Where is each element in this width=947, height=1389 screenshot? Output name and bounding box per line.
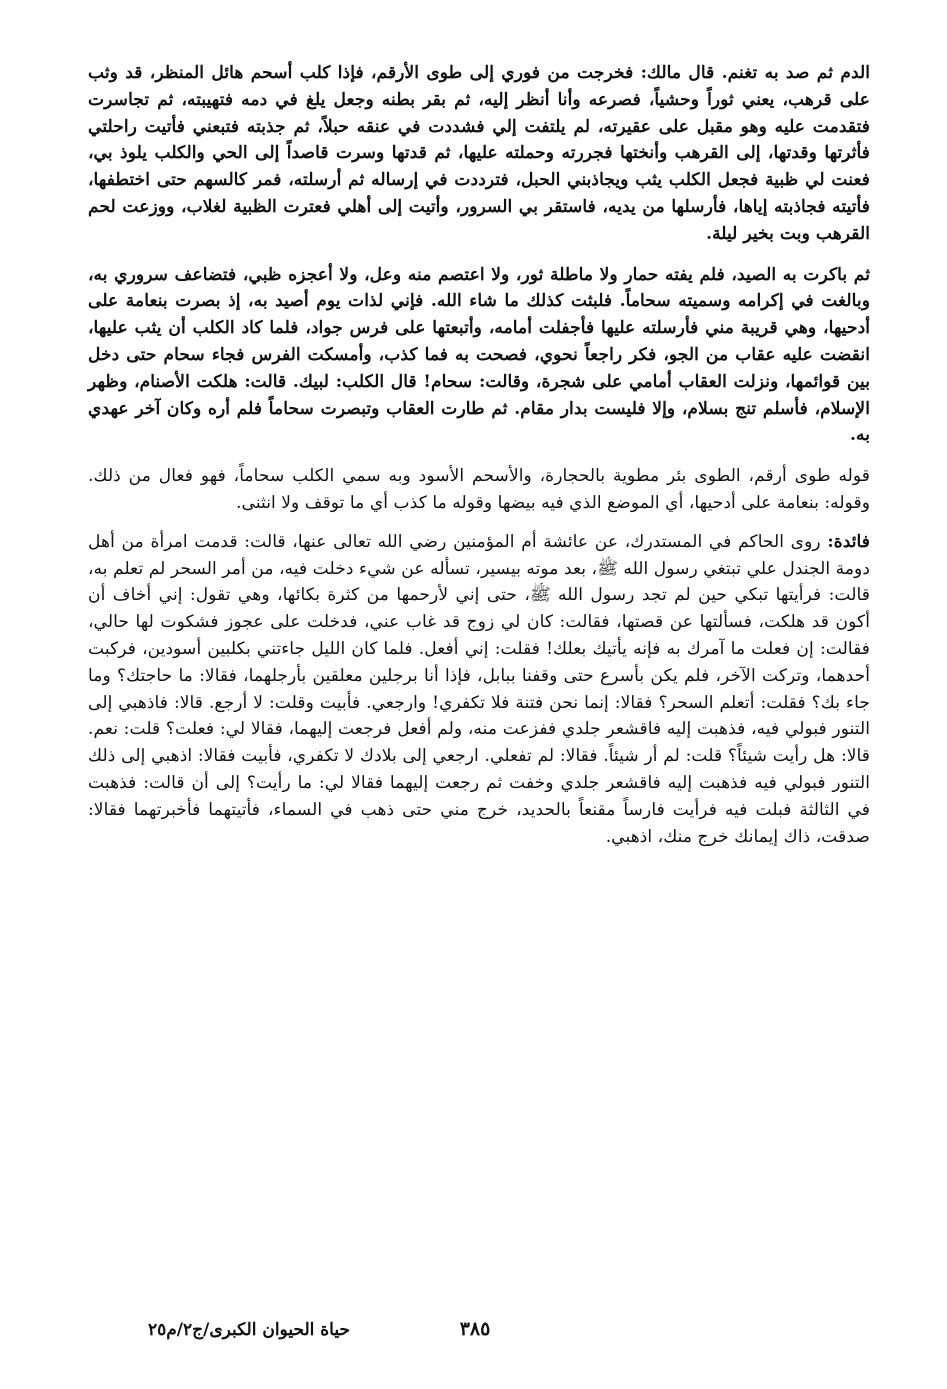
paragraph-3: قوله طوى أرقم، الطوى بئر مطوية بالحجارة، والأسحم الأسود وبه سمي الكلب سحاماً، فهو فعال من ذلك. وقوله: بنعامة على أدحيها، أي الموضع الذي فيه بيضها وقوله ما كذب أي ما توقف ولا انثنى. — [88, 466, 870, 513]
paragraph-4 — [88, 529, 870, 851]
book-reference: حياة الحيوان الكبرى/ج٢/م٢٥ — [148, 1320, 350, 1340]
page-body — [88, 60, 870, 850]
paragraph-1: الدم ثم صد به تغنم. قال مالك: فخرجت من فوري إلى طوى الأرقم، فإذا كلب أسحم هائل المنظر، قد وثب على قرهب، يعني ثوراً وحشياً، فصرعه وأنا أنظر إليه، ثم بقر بطنه وجعل يلغ في دمه فتهيبته، ثم تجاسرت فتقدمت عليه وهو مقبل على عقيرته، لم يلتفت إلي فشددت في عنقه حبلاً، ثم جذبته فتبعني فأتيت راحلتي فأثرتها وقدتها، إلى القرهب وأنختها فجررته وحملته عليها، ثم قدتها وسرت قاصداً إلى الحي والكلب يلوذ بي، فعنت لي ظبية فجعل الكلب يثب ويجاذبني الحبل، فترددت في إرساله ثم أرسلته، فمر كالسهم حتى اختطفها، فأتيته فجاذبته إياها، فأرسلها من يديه، فاستقر بي السرور، وأتيت إلى أهلي فعترت الظبية لغلاب، ووزعت لحم القرهب وبت بخير ليلة. — [88, 63, 870, 244]
paragraph-4-text: روى الحاكم في المستدرك، عن عائشة أم المؤمنين رضي الله تعالى عنها، قالت: قدمت امرأة من أهل دومة الجندل علي تبتغي رسول الله ﷺ، بعد موته بيسير، تسأله عن شيء دخلت فيه، من أمر السحر لم تعلم به، قالت: فرأيتها تبكي حين لم تجد رسول الله ﷺ، حتى إني لأرحمها من كثرة بكائها، وهي تقول: إني أخاف أن أكون قد هلكت، فسألتها عن قصتها، فقالت: كان لي زوج قد غاب عني، فدخلت على عجوز فشكوت لها حالي، فقالت: إن فعلت ما آمرك به فإنه يأتيك بعلك! فقلت: إني أفعل. فلما كان الليل جاءتني بكلبين أسودين، فركبت أحدهما، وتركت الآخر، فلم يكن بأسرع حتى وقفنا ببابل، فإذا أنا برجلين معلقين بأرجلهما، فقالا: ما حاجتك؟ وما جاء بك؟ فقلت: أتعلم السحر؟ فقالا: إنما نحن فتنة فلا تكفري! وارجعي. فأبيت وقلت: لا أرجع. قالا: فاذهبي إلى التنور فبولي فيه، فذهبت إليه فاقشعر جلدي ففزعت منه، ولم أفعل فرجعت إليهما، فقالا لي: فعلت؟ قلت: نعم. قالا: هل رأيت شيئاً؟ قلت: لم أر شيئاً. فقالا: لم تفعلي. ارجعي إلى بلادك لا تكفري، فأبيت فقالا: اذهبي إلى ذلك التنور فبولي فيه فذهبت إليه فاقشعر جلدي وخفت ثم رجعت إليهما فقالا لي: ما رأيت؟ إلى أن قالت: فذهبت في الثالثة فبلت فيه فرأيت فارساً مقنعاً بالحديد، خرج مني حتى ذهب في السماء، فأتيتهما فأخبرتهما فقالا: صدقت، ذاك إيمانك خرج منك، اذهبي. — [88, 531, 870, 847]
paragraph-2: ثم باكرت به الصيد، فلم يفته حمار ولا ماطلة ثور، ولا اعتصم منه وعل، ولا أعجزه ظبي، فتضاعف سروري به، وبالغت في إكرامه وسميته سحاماً. فلبثت كذلك ما شاء الله. فإني لذات يوم أصيد به، إذ بصرت بنعامة على أدحيها، وهي قريبة مني فأرسلته عليها فأجفلت أمامه، وأتبعتها على فرس جواد، فلما كاد الكلب أن يثب عليها، انقضت عليه عقاب من الجو، فكر راجعاً نحوي، فصحت به فما كذب، وأمسكت الفرس فجاء سحام حتى دخل بين قوائمها، ونزلت العقاب أمامي على شجرة، وقالت: سحام! قال الكلب: لبيك. قالت: هلكت الأصنام، وظهر الإسلام، فأسلم تنج بسلام، وإلا فليست بدار مقام. ثم طارت العقاب وتبصرت سحاماً فلم أره وكان آخر عهدي به. — [88, 264, 870, 446]
page-number: ٣٨٥ — [459, 1318, 491, 1340]
paragraph-4-lead: فائدة: — [827, 531, 870, 552]
